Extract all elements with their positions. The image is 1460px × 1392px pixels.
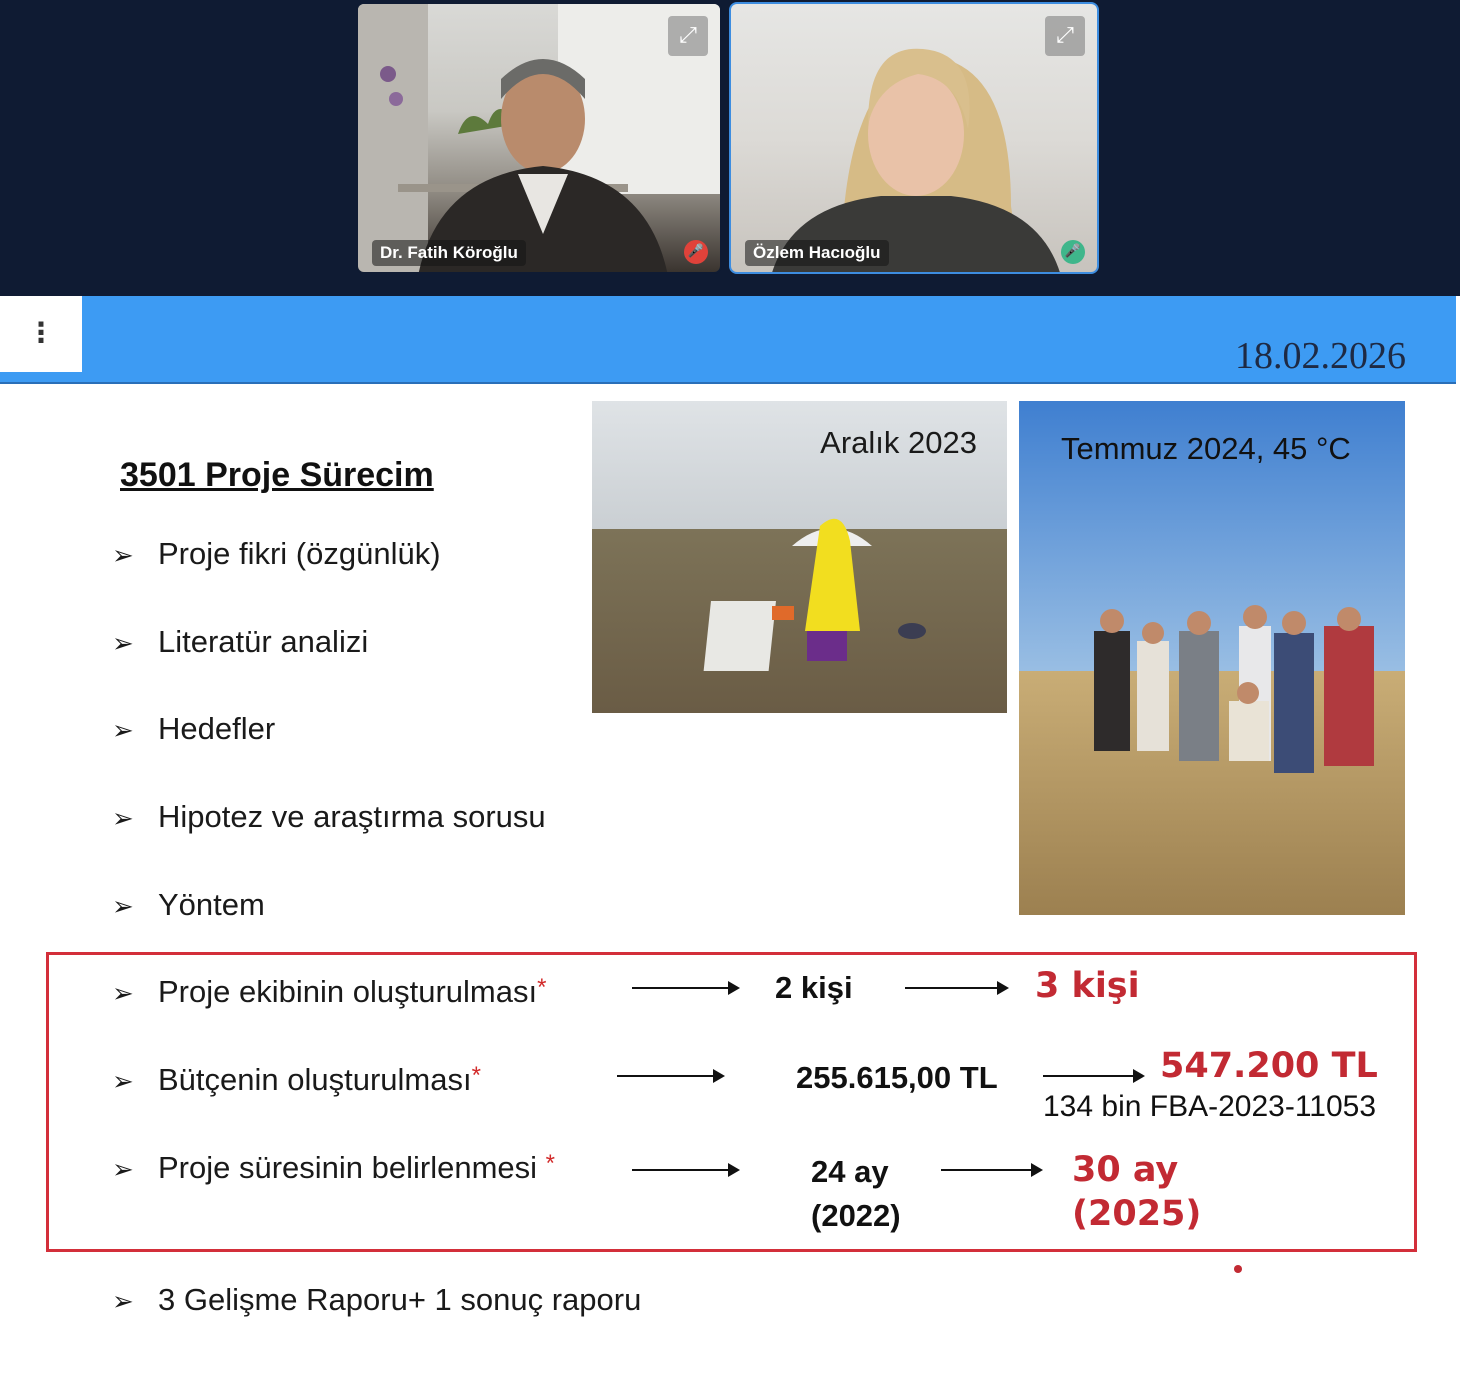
- arrow-right-icon: [632, 987, 738, 989]
- arrow-bullet-icon: ➢: [112, 803, 134, 833]
- bullet-item: ➢ Yöntem: [112, 887, 265, 922]
- participant-name: Özlem Hacıoğlu: [745, 240, 889, 266]
- arrow-bullet-icon: ➢: [112, 715, 134, 745]
- arrow-right-icon: [617, 1075, 723, 1077]
- video-strip: [0, 0, 1460, 296]
- arrow-right-icon: [905, 987, 1007, 989]
- arrow-right-icon: [1043, 1075, 1143, 1077]
- slide-header-bar: [0, 296, 1456, 384]
- new-value: 30 ay: [1072, 1150, 1179, 1190]
- arrow-right-icon: [941, 1169, 1041, 1171]
- slide-title: 3501 Proje Sürecim: [120, 456, 434, 494]
- mic-muted-icon: 🎤: [684, 240, 708, 264]
- old-value-year: (2022): [811, 1198, 901, 1233]
- arrow-bullet-icon: ➢: [112, 628, 134, 658]
- boxed-bullet-item: ➢ Proje süresinin belirlenmesi *: [112, 1150, 556, 1185]
- arrow-right-icon: [632, 1169, 738, 1171]
- arrow-bullet-icon: ➢: [112, 978, 134, 1008]
- expand-icon[interactable]: ⤢: [668, 16, 708, 56]
- slide-date: 18.02.2026: [1235, 335, 1406, 377]
- laser-pointer-dot: [1234, 1265, 1242, 1273]
- bullet-item: ➢ Hedefler: [112, 711, 276, 746]
- field-photo-december: [592, 401, 1007, 713]
- bullet-item: ➢ Literatür analizi: [112, 624, 369, 659]
- old-value: 24 ay: [811, 1154, 889, 1189]
- arrow-bullet-icon: ➢: [112, 891, 134, 921]
- expand-icon[interactable]: ⤢: [1045, 16, 1085, 56]
- arrow-bullet-icon: ➢: [112, 1066, 134, 1096]
- presentation-slide: [0, 296, 1460, 1392]
- arrow-bullet-icon: ➢: [112, 1286, 134, 1316]
- more-options-icon[interactable]: ⋮: [0, 296, 82, 372]
- mic-active-icon: 🎤: [1061, 240, 1085, 264]
- arrow-bullet-icon: ➢: [112, 540, 134, 570]
- photo-caption: Aralık 2023: [820, 425, 977, 460]
- video-tile-ozlem[interactable]: [729, 2, 1099, 274]
- budget-note: 134 bin FBA-2023-11053: [1043, 1090, 1377, 1123]
- field-photo-july: [1019, 401, 1405, 915]
- arrow-bullet-icon: ➢: [112, 1154, 134, 1184]
- new-value-year: (2025): [1072, 1194, 1202, 1234]
- photo-caption: Temmuz 2024, 45 °C: [1061, 431, 1351, 466]
- new-value: 547.200 TL: [1160, 1046, 1378, 1086]
- boxed-bullet-item: ➢ Bütçenin oluşturulması*: [112, 1062, 481, 1097]
- video-tile-fatih[interactable]: [356, 2, 722, 274]
- participant-video: [731, 4, 1099, 274]
- new-value: 3 kişi: [1035, 966, 1140, 1006]
- bullet-item: ➢ Hipotez ve araştırma sorusu: [112, 799, 546, 834]
- old-value: 2 kişi: [775, 970, 853, 1005]
- bullet-item: ➢ 3 Gelişme Raporu+ 1 sonuç raporu: [112, 1282, 642, 1317]
- participant-name: Dr. Fatih Köroğlu: [372, 240, 526, 266]
- boxed-bullet-item: ➢ Proje ekibinin oluşturulması*: [112, 974, 547, 1009]
- bullet-item: ➢ Proje fikri (özgünlük): [112, 536, 441, 571]
- old-value: 255.615,00 TL: [796, 1060, 998, 1095]
